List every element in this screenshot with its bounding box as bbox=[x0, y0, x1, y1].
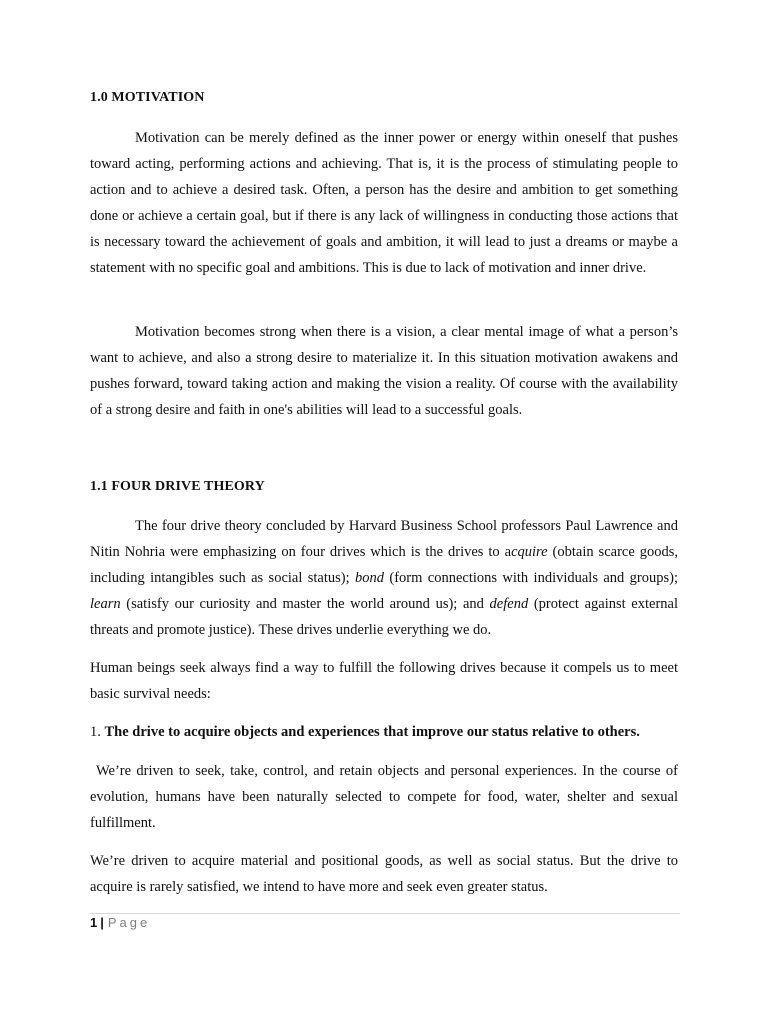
term-acquire: cquire bbox=[511, 544, 548, 560]
four-drive-paragraph-3: We’re driven to seek, take, control, and retain objects and personal experiences. In the course of evolution, humans have been naturally selected to compete for food, water, shelter and sexual fulfillment. bbox=[90, 763, 678, 831]
drive-list-item-1 bbox=[90, 719, 678, 745]
term-defend: defend bbox=[489, 596, 529, 612]
motivation-paragraph-1: Motivation can be merely defined as the inner power or energy within oneself that pushes toward acting, performing actions and achieving. That is, it is the process of stimulating people to action and to achieve a desired task. Often, a person has the desire and ambition to get something done or achieve a certain goal, but if there is any lack of willingness in conducting those actions that is necessary toward the achievement of goals and ambition, it will lead to just a dreams or maybe a statement with no specific goal and ambitions. This is due to lack of motivation and inner drive. bbox=[90, 130, 678, 276]
four-drive-text-a: The four drive theory concluded by Harvard Business School professors Paul Lawrence and Nitin Nohria were emphasizing on four drives which is the drives to a bbox=[90, 518, 678, 560]
term-learn: learn bbox=[90, 596, 121, 612]
four-drive-paragraph-4: We’re driven to acquire material and positional goods, as well as social status. But the drive to acquire is rarely satisfied, we intend to have more and seek even greater status. bbox=[90, 853, 678, 895]
page-footer bbox=[90, 915, 150, 930]
four-drive-text-c: (form connections with individuals and groups); bbox=[384, 570, 678, 586]
section-heading-motivation: 1.0 MOTIVATION bbox=[90, 90, 205, 105]
section-heading-four-drive-theory: 1.1 FOUR DRIVE THEORY bbox=[90, 479, 265, 494]
four-drive-paragraph-1 bbox=[90, 513, 678, 643]
four-drive-paragraph-2: Human beings seek always find a way to fulfill the following drives because it compels us to meet basic survival needs: bbox=[90, 660, 678, 702]
four-drive-text-d: (satisfy our curiosity and master the world around us); and bbox=[120, 596, 490, 612]
list-item-number: 1. bbox=[90, 724, 105, 740]
motivation-paragraph-2: Motivation becomes strong when there is a vision, a clear mental image of what a person’s want to achieve, and also a strong desire to materialize it. In this situation motivation awakens and pushes forward, toward taking action and making the vision a reality. Of course with the availability of a strong desire and faith in one's abilities will lead to a successful goals. bbox=[90, 324, 678, 418]
footer-divider bbox=[90, 913, 680, 914]
footer-separator: | bbox=[100, 915, 104, 930]
page-label: Page bbox=[107, 915, 151, 930]
four-drive-text-b: (obtain scarce goods, including intangibles such as social status); bbox=[90, 544, 678, 586]
list-item-title: The drive to acquire objects and experiences that improve our status relative to others. bbox=[104, 724, 640, 740]
four-drive-text-e: (protect against external threats and promote justice). These drives underlie everything we do. bbox=[90, 596, 678, 638]
term-bond: bond bbox=[355, 570, 384, 586]
page-number: 1 bbox=[90, 915, 98, 930]
